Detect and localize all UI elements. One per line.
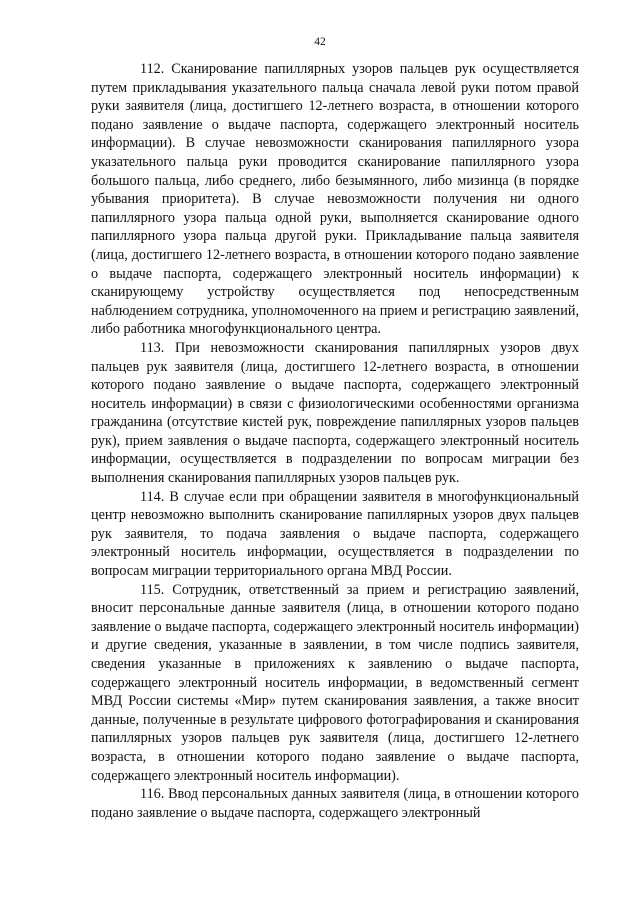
paragraph-116: 116. Ввод персональных данных заявителя (лица, в отношении которого подано заявление о выдаче паспорта, содержащего электронный — [91, 786, 579, 821]
paragraph-112: 112. Сканирование папиллярных узоров пальцев рук осуществляется путем прикладывания указательного пальца сначала левой руки потом правой руки заявителя (лица, достигшего 12-летнего возраста, в отношении которого подано заявление о выдаче паспорта, содержащего электронный носитель информации). В случае невозможности сканирования папиллярного узора указательного пальца руки проводится сканирование папиллярного узора большого пальца, либо среднего, либо безымянного, либо мизинца (в порядке убывания приоритета). В случае невозможности получения ни одного папиллярного узора пальца одной руки, выполняется сканирование одного папиллярного узора пальца другой руки. Прикладывание пальца заявителя (лица, достигшего 12-летнего возраста, в отношении которого подано заявление о выдаче паспорта, содержащего электронный носитель информации) к сканирующему устройству осуществляется под непосредственным наблюдением сотрудника, уполномоченного на прием и регистрацию заявлений, либо работника многофункционального центра. — [91, 61, 579, 338]
page-number: 42 — [314, 36, 326, 48]
document-body — [91, 60, 579, 822]
paragraph-115: 115. Сотрудник, ответственный за прием и регистрацию заявлений, вносит персональные данные заявителя (лица, в отношении которого подано заявление о выдаче паспорта, содержащего электронный носитель информации) и другие сведения, указанные в заявлении, в том числе подпись заявителя, сведения указанные в приложениях к заявлению о выдаче паспорта, содержащего электронный носитель информации, в ведомственный сегмент МВД России системы «Мир» путем сканирования заявления, а также вносит данные, полученные в результате цифрового фотографирования и сканирования папиллярных узоров пальцев рук заявителя (лица, достигшего 12-летнего возраста, в отношении которого подано заявление о выдаче паспорта, содержащего электронный носитель информации). — [91, 581, 579, 784]
paragraph-113: 113. При невозможности сканирования папиллярных узоров двух пальцев рук заявителя (лица, достигшего 12-летнего возраста, в отношении которого подано заявление о выдаче паспорта, содержащего электронный носитель информации) в связи с физиологическими особенностями организма гражданина (отсутствие кистей рук, повреждение папиллярных узоров пальцев рук), прием заявления о выдаче паспорта, содержащего электронный носитель информации, осуществляется в подразделении по вопросам миграции без выполнения сканирования папиллярных узоров пальцев рук. — [91, 339, 579, 487]
paragraph-114: 114. В случае если при обращении заявителя в многофункциональный центр невозможно выполнить сканирование папиллярных узоров двух пальцев рук заявителя, то подача заявления о выдаче паспорта, содержащего электронный носитель информации, осуществляется в подразделении по вопросам миграции территориального органа МВД России. — [91, 488, 579, 580]
